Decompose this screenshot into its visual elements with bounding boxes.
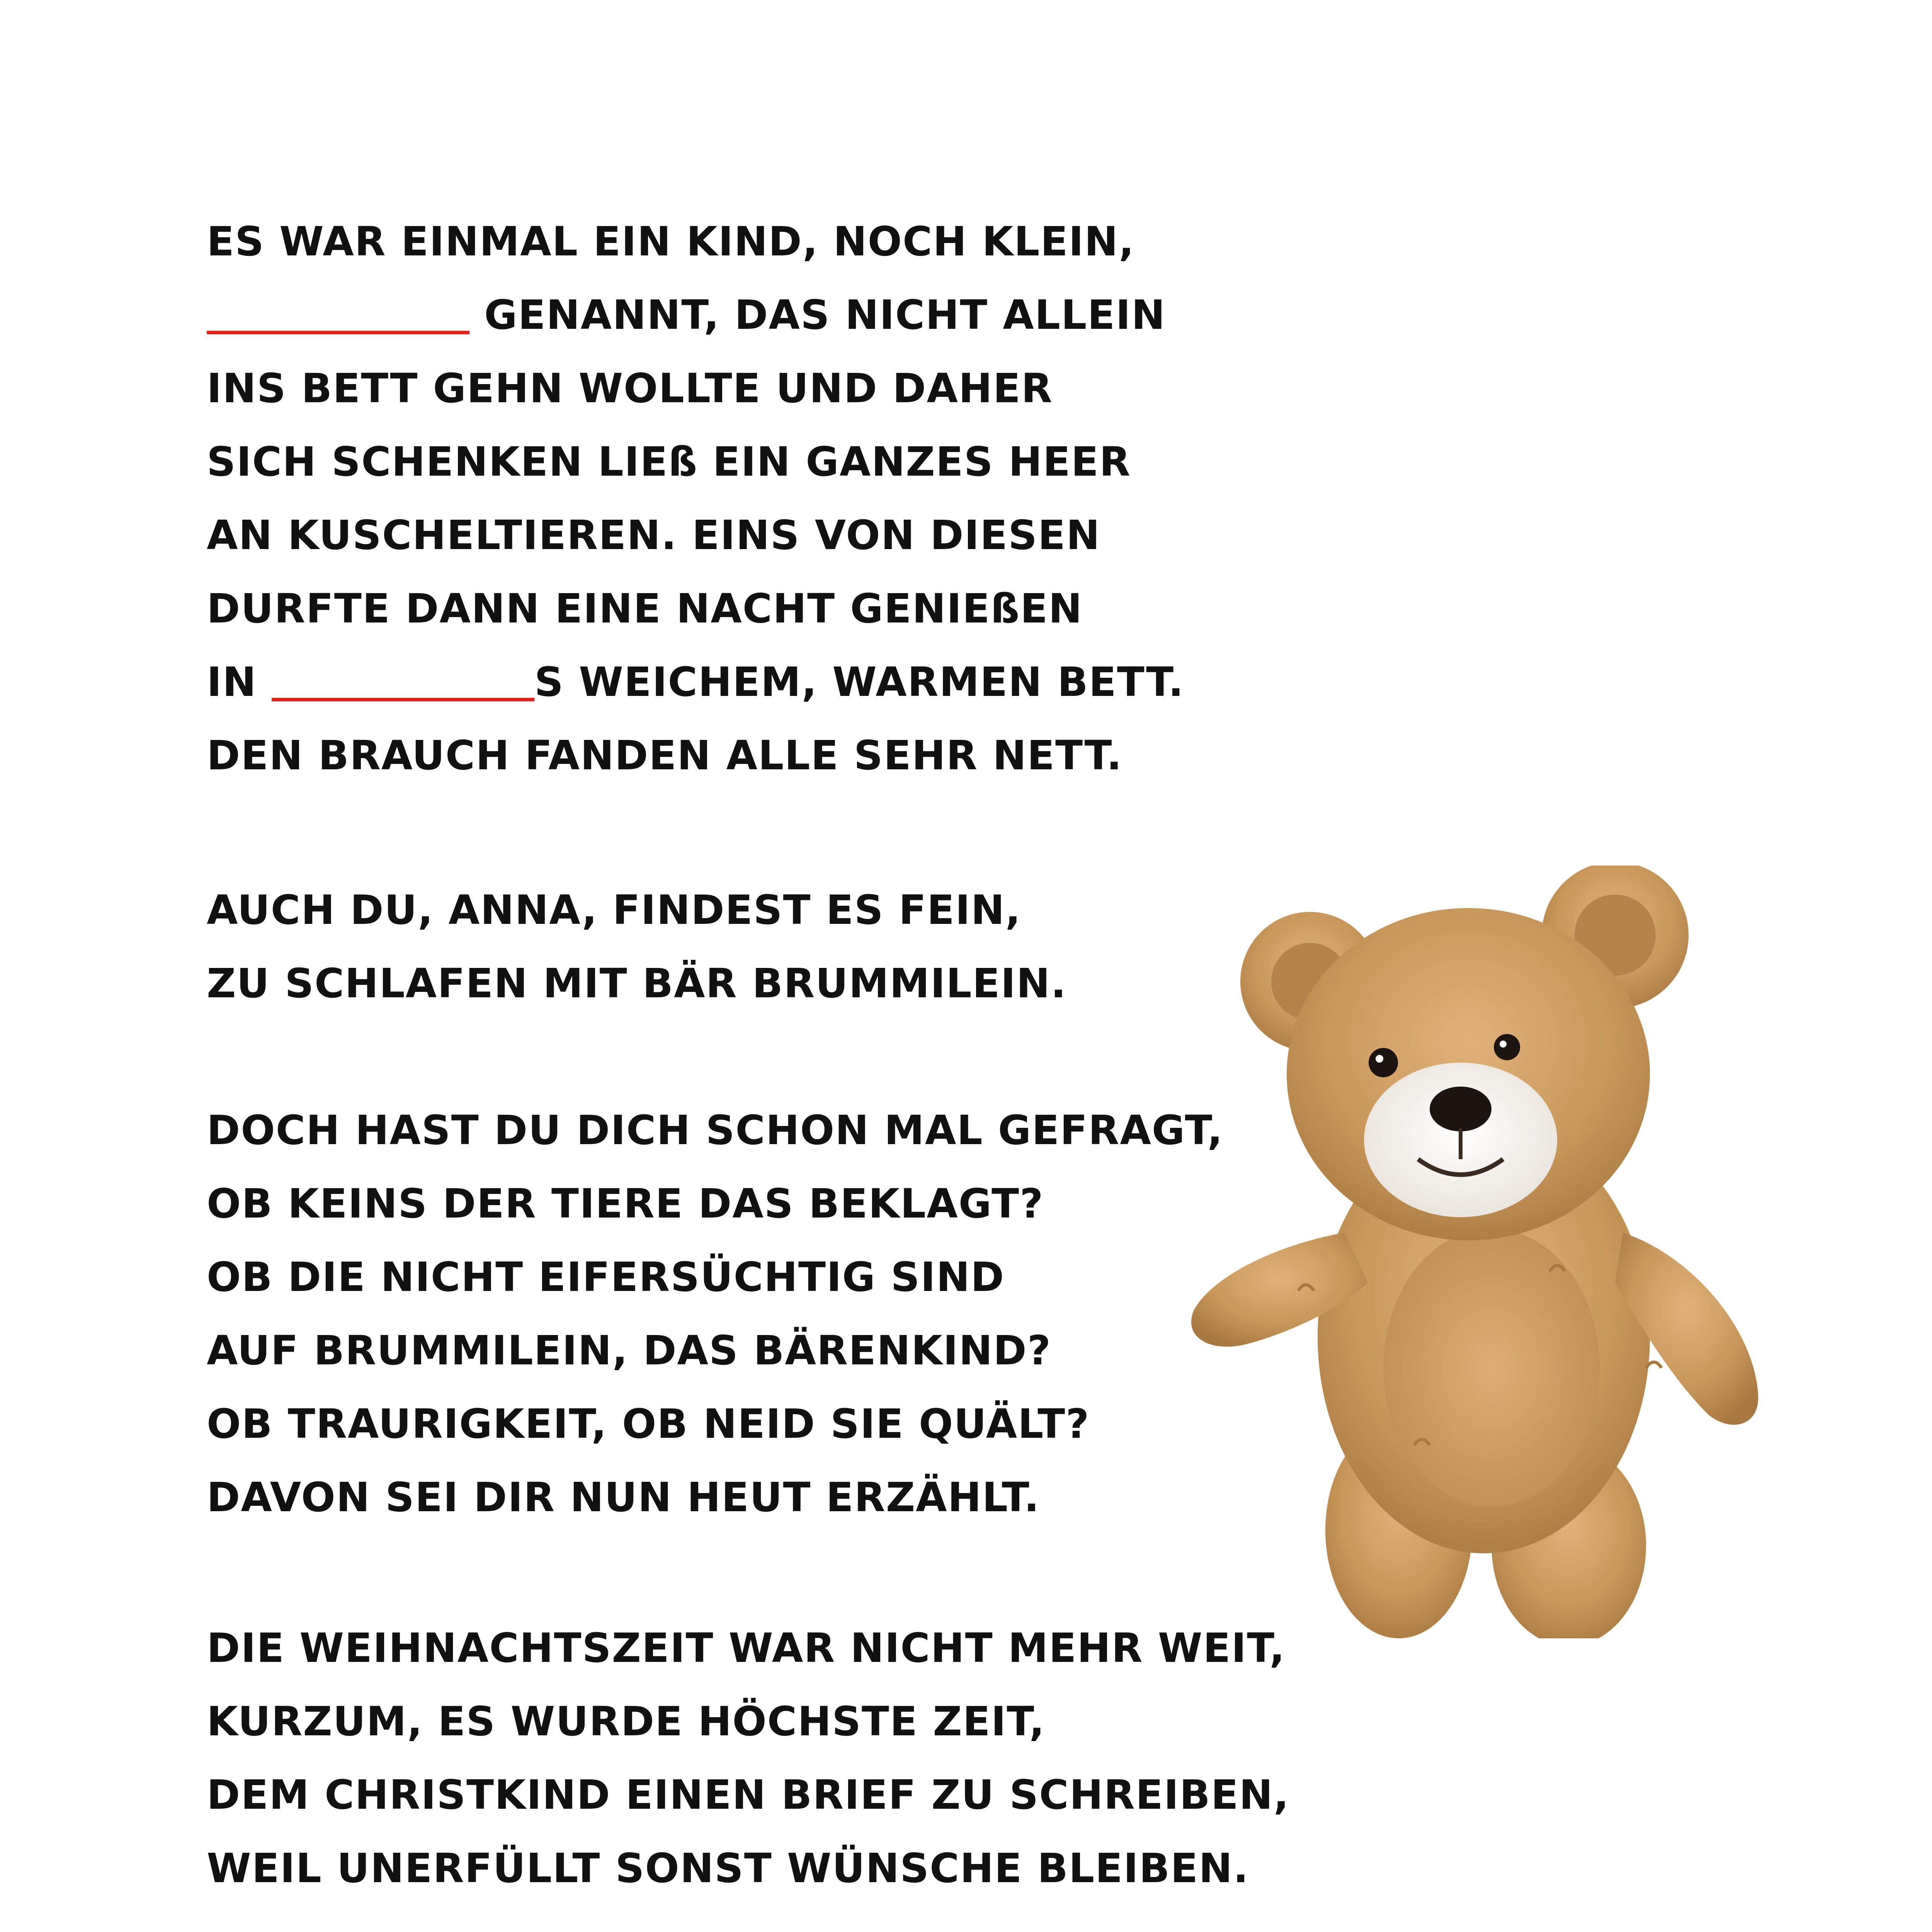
poem-text: DEN BRAUCH FANDEN ALLE SEHR NETT.	[207, 732, 1123, 779]
poem-line	[207, 1472, 1040, 1522]
poem-line	[207, 958, 1067, 1009]
poem-line	[207, 1179, 1044, 1229]
poem-line	[207, 657, 1184, 707]
poem-line	[207, 1325, 1051, 1376]
poem-text: DURFTE DANN EINE NACHT GENIEßEN	[207, 585, 1083, 632]
teddy-bear-icon	[1182, 866, 1801, 1638]
poem-line	[207, 1105, 1223, 1155]
poem-text: INS BETT GEHN WOLLTE UND DAHER	[207, 365, 1053, 412]
poem-text: AN KUSCHELTIEREN. EINS VON DIESEN	[207, 512, 1101, 559]
poem-text: DEM CHRISTKIND EINEN BRIEF ZU SCHREIBEN,	[207, 1771, 1290, 1818]
poem-line	[207, 1399, 1090, 1449]
poem-text: IN	[207, 658, 272, 706]
poem-text: AUCH DU, ANNA, FINDEST ES FEIN,	[207, 886, 1022, 934]
poem-text: SICH SCHENKEN LIEß EIN GANZES HEER	[207, 438, 1131, 485]
poem-line	[207, 1623, 1286, 1673]
poem-text: OB KEINS DER TIERE DAS BEKLAGT?	[207, 1180, 1044, 1227]
name-blank-2	[272, 658, 534, 701]
poem-text: ES WAR EINMAL EIN KIND, NOCH KLEIN,	[207, 218, 1135, 265]
poem-text: KURZUM, ES WURDE HÖCHSTE ZEIT,	[207, 1698, 1046, 1745]
poem-text: DIE WEIHNACHTSZEIT WAR NICHT MEHR WEIT,	[207, 1624, 1286, 1672]
poem-line	[207, 1252, 1005, 1302]
poem-text: GENANNT, DAS NICHT ALLEIN	[469, 291, 1166, 338]
poem-line	[207, 1843, 1249, 1893]
poem-text: WEIL UNERFÜLLT SONST WÜNSCHE BLEIBEN.	[207, 1845, 1249, 1892]
poem-text: DAVON SEI DIR NUN HEUT ERZÄHLT.	[207, 1474, 1040, 1521]
poem-line	[207, 885, 1021, 935]
poem-text: AUF BRUMMILEIN, DAS BÄRENKIND?	[207, 1327, 1052, 1374]
poem-line	[207, 437, 1131, 487]
poem-line	[207, 363, 1053, 413]
poem-text: OB TRAURIGKEIT, OB NEID SIE QUÄLT?	[207, 1400, 1090, 1447]
poem-text: ZU SCHLAFEN MIT BÄR BRUMMILEIN.	[207, 960, 1067, 1007]
poem-text: S WEICHEM, WARMEN BETT.	[534, 658, 1184, 706]
poem-line	[207, 1696, 1045, 1747]
poem-line	[207, 216, 1135, 267]
poem-line	[207, 730, 1122, 781]
name-blank-1	[207, 291, 469, 334]
poem-line	[207, 583, 1083, 634]
poem-line	[207, 1770, 1289, 1820]
poem-text: OB DIE NICHT EIFERSÜCHTIG SIND	[207, 1253, 1005, 1301]
poem-line	[207, 510, 1100, 560]
poem-text: DOCH HAST DU DICH SCHON MAL GEFRAGT,	[207, 1107, 1224, 1154]
poem-line	[207, 290, 1166, 340]
